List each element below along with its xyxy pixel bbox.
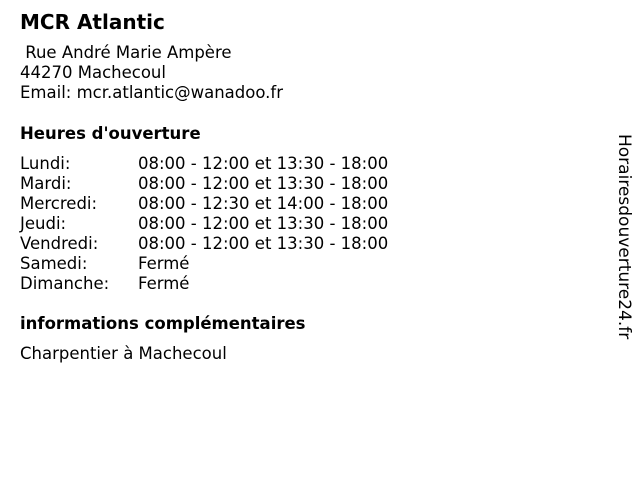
hours-time: Fermé	[138, 274, 190, 293]
hours-day: Jeudi:	[20, 214, 67, 233]
address-street: Rue André Marie Ampère	[20, 43, 232, 62]
additional-info-heading: informations complémentaires	[20, 314, 306, 333]
hours-day: Lundi:	[20, 154, 71, 173]
business-address	[20, 43, 283, 103]
hours-day: Mardi:	[20, 174, 72, 193]
hours-time: 08:00 - 12:30 et 14:00 - 18:00	[138, 194, 389, 213]
opening-hours-heading: Heures d'ouverture	[20, 124, 201, 143]
hours-day: Mercredi:	[20, 194, 98, 213]
business-name: MCR Atlantic	[20, 10, 165, 34]
business-email: Email: mcr.atlantic@wanadoo.fr	[20, 83, 283, 102]
additional-info-text: Charpentier à Machecoul	[20, 344, 227, 363]
hours-time: 08:00 - 12:00 et 13:30 - 18:00	[138, 154, 389, 173]
site-watermark: Horairesdouverture24.fr	[614, 134, 634, 340]
hours-time: 08:00 - 12:00 et 13:30 - 18:00	[138, 174, 389, 193]
hours-day: Vendredi:	[20, 234, 99, 253]
address-city: 44270 Machecoul	[20, 63, 166, 82]
hours-day: Dimanche:	[20, 274, 110, 293]
hours-time: 08:00 - 12:00 et 13:30 - 18:00	[138, 214, 389, 233]
hours-time: 08:00 - 12:00 et 13:30 - 18:00	[138, 234, 389, 253]
hours-time: Fermé	[138, 254, 190, 273]
hours-day: Samedi:	[20, 254, 88, 273]
